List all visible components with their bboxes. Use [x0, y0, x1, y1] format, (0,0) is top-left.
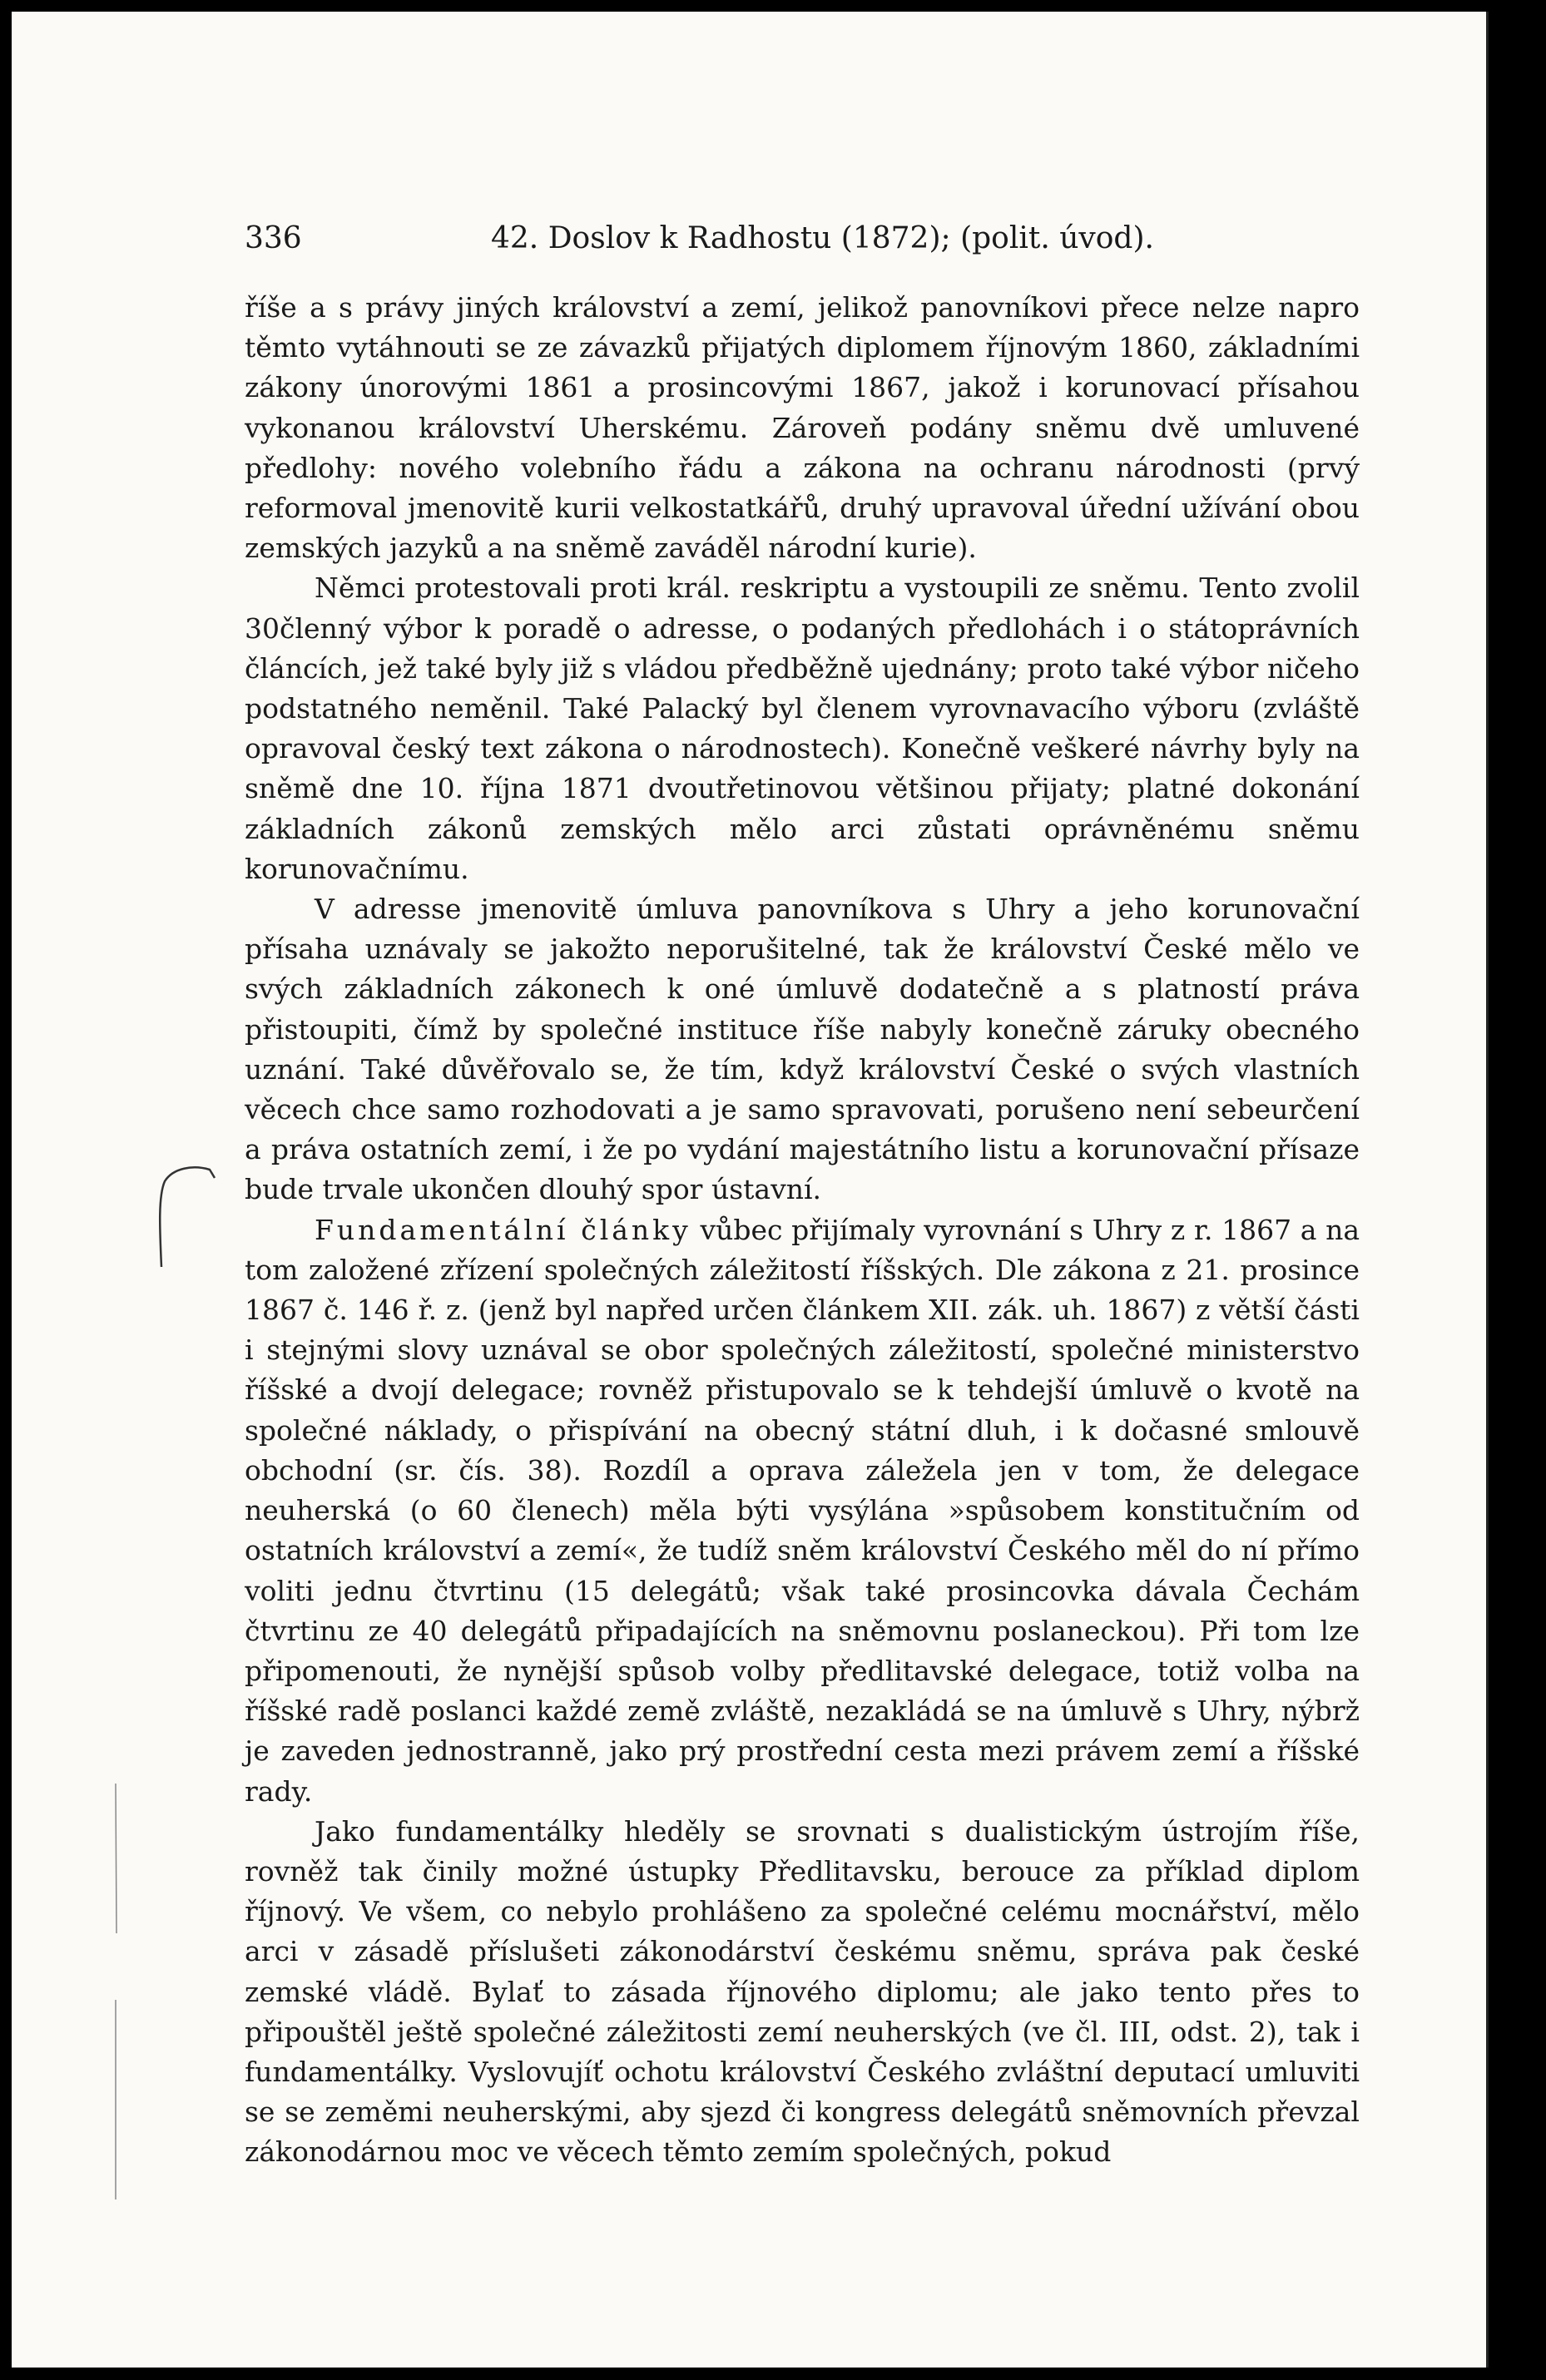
paragraph-4-text: vůbec přijímaly vyrovnání s Uhry z r. 1867 a na tom založené zřízení společných záležitostí říšských. Dle zákona z 21. prosince 1867 č. 146 ř. z. (jenž byl napřed určen článkem XII. zák. uh. 1867) z větší části i stejnými slovy uznával se obor společných záležitostí, společné ministerstvo říšské a dvojí delegace; rovněž přistupovalo se k tehdejší úmluvě o kvotě na společné náklady, o přispívání na obecný státní dluh, i k dočasné smlouvě obchodní (sr. čís. 38). Rozdíl a oprava záležela jen v tom, že delegace neuherská (o 60 členech) měla býti vysýlána »spůsobem konstitučním od ostatních království a zemí«, že tudíž sněm království Českého měl do ní přímo voliti jednu čtvrtinu (15 delegátů; však také prosincovka dávala Čechám čtvrtinu ze 40 delegátů připadajících na sněmovnu poslaneckou). Při tom lze připomenouti, že nynější spůsob volby předlitavské delegace, totiž volba na říšské radě poslanci každé země zvláště, nezakládá se na úmluvě s Uhry, nýbrž je zaveden jednostranně, jako prý prostřední cesta mezi právem zemí a říšské rady. — [245, 1213, 1360, 1808]
paragraph-1: říše a s právy jiných království a zemí, jelikož panovníkovi přece nelze napro těmto vytáhnouti se ze závazků přijatých diplomem říjnovým 1860, základními zákony únorovými 1861 a prosincovými 1867, jakož i korunovací přísahou vykonanou království Uherskému. Zároveň podány sněmu dvě umluvené předlohy: nového volebního řádu a zákona na ochranu národnosti (prvý reformoval jmenovitě kurii velkostatkářů, druhý upravoval úřední užívání obou zemských jazyků a na sněmě zaváděl národní kurie). — [245, 291, 1360, 565]
spaced-term-fundamentalni-clanky: Fundamentální články — [315, 1213, 691, 1246]
margin-bracket-mark — [153, 1163, 253, 1271]
paragraph-5: Jako fundamentálky hleděly se srovnati s dualistickým ústrojím říše, rovněž tak činily možné ústupky Předlitavsku, berouce za příklad diplom říjnový. Ve všem, co nebylo prohlášeno za společné celému mocnářství, mělo arci v zásadě příslušeti zákonodárství českému sněmu, správa pak české zemské vládě. Bylať to zásada říjnového diplomu; ale jako tento přes to připouštěl ještě společné záležitosti zemí neuherských (ve čl. III, odst. 2), tak i fundamentálky. Vyslovujíť ochotu království Českého zvláštní deputací umluviti se se zeměmi neuherskými, aby sjezd či kongress delegátů sněmovních převzal zákonodárnou moc ve věcech těmto zemím společných, pokud — [245, 1814, 1360, 2169]
page-edge — [1486, 12, 1489, 2368]
page-number: 336 — [245, 221, 302, 255]
body-text — [245, 288, 1360, 2173]
book-page — [12, 12, 1486, 2368]
running-title: 42. Doslov k Radhostu (1872); (polit. úvod). — [491, 221, 1154, 255]
margin-pencil-line — [111, 1784, 120, 2199]
paragraph-2: Němci protestovali proti král. reskriptu a vystoupili ze sněmu. Tento zvolil 30členný výbor k poradě o adresse, o podaných předlohách i o státoprávních článcích, jež také byly již s vládou předběžně ujednány; proto také výbor ničeho podstatného neměnil. Také Palacký byl členem vyrovnavacího výboru (zvláště opravoval český text zákona o národnostech). Konečně veškeré návrhy byly na sněmě dne 10. října 1871 dvoutřetinovou většinou přijaty; platné dokonání základních zákonů zemských mělo arci zůstati oprávněnému sněmu korunovačnímu. — [245, 571, 1360, 885]
paragraph-3: V adresse jmenovitě úmluva panovníkova s Uhry a jeho korunovační přísaha uznávaly se jakožto neporušitelné, tak že království České mělo ve svých základních zákonech k oné úmluvě dodatečně a s platností práva přistoupiti, čímž by společné instituce říše nabyly konečně záruky obecného uznání. Také důvěřovalo se, že tím, když království České o svých vlastních věcech chce samo rozhodovati a je samo spravovati, porušeno není sebeurčení a práva ostatních zemí, i že po vydání majestátního listu a korunovační přísaze bude trvale ukončen dlouhý spor ústavní. — [245, 893, 1360, 1206]
paragraph-4 — [245, 1210, 1360, 1812]
